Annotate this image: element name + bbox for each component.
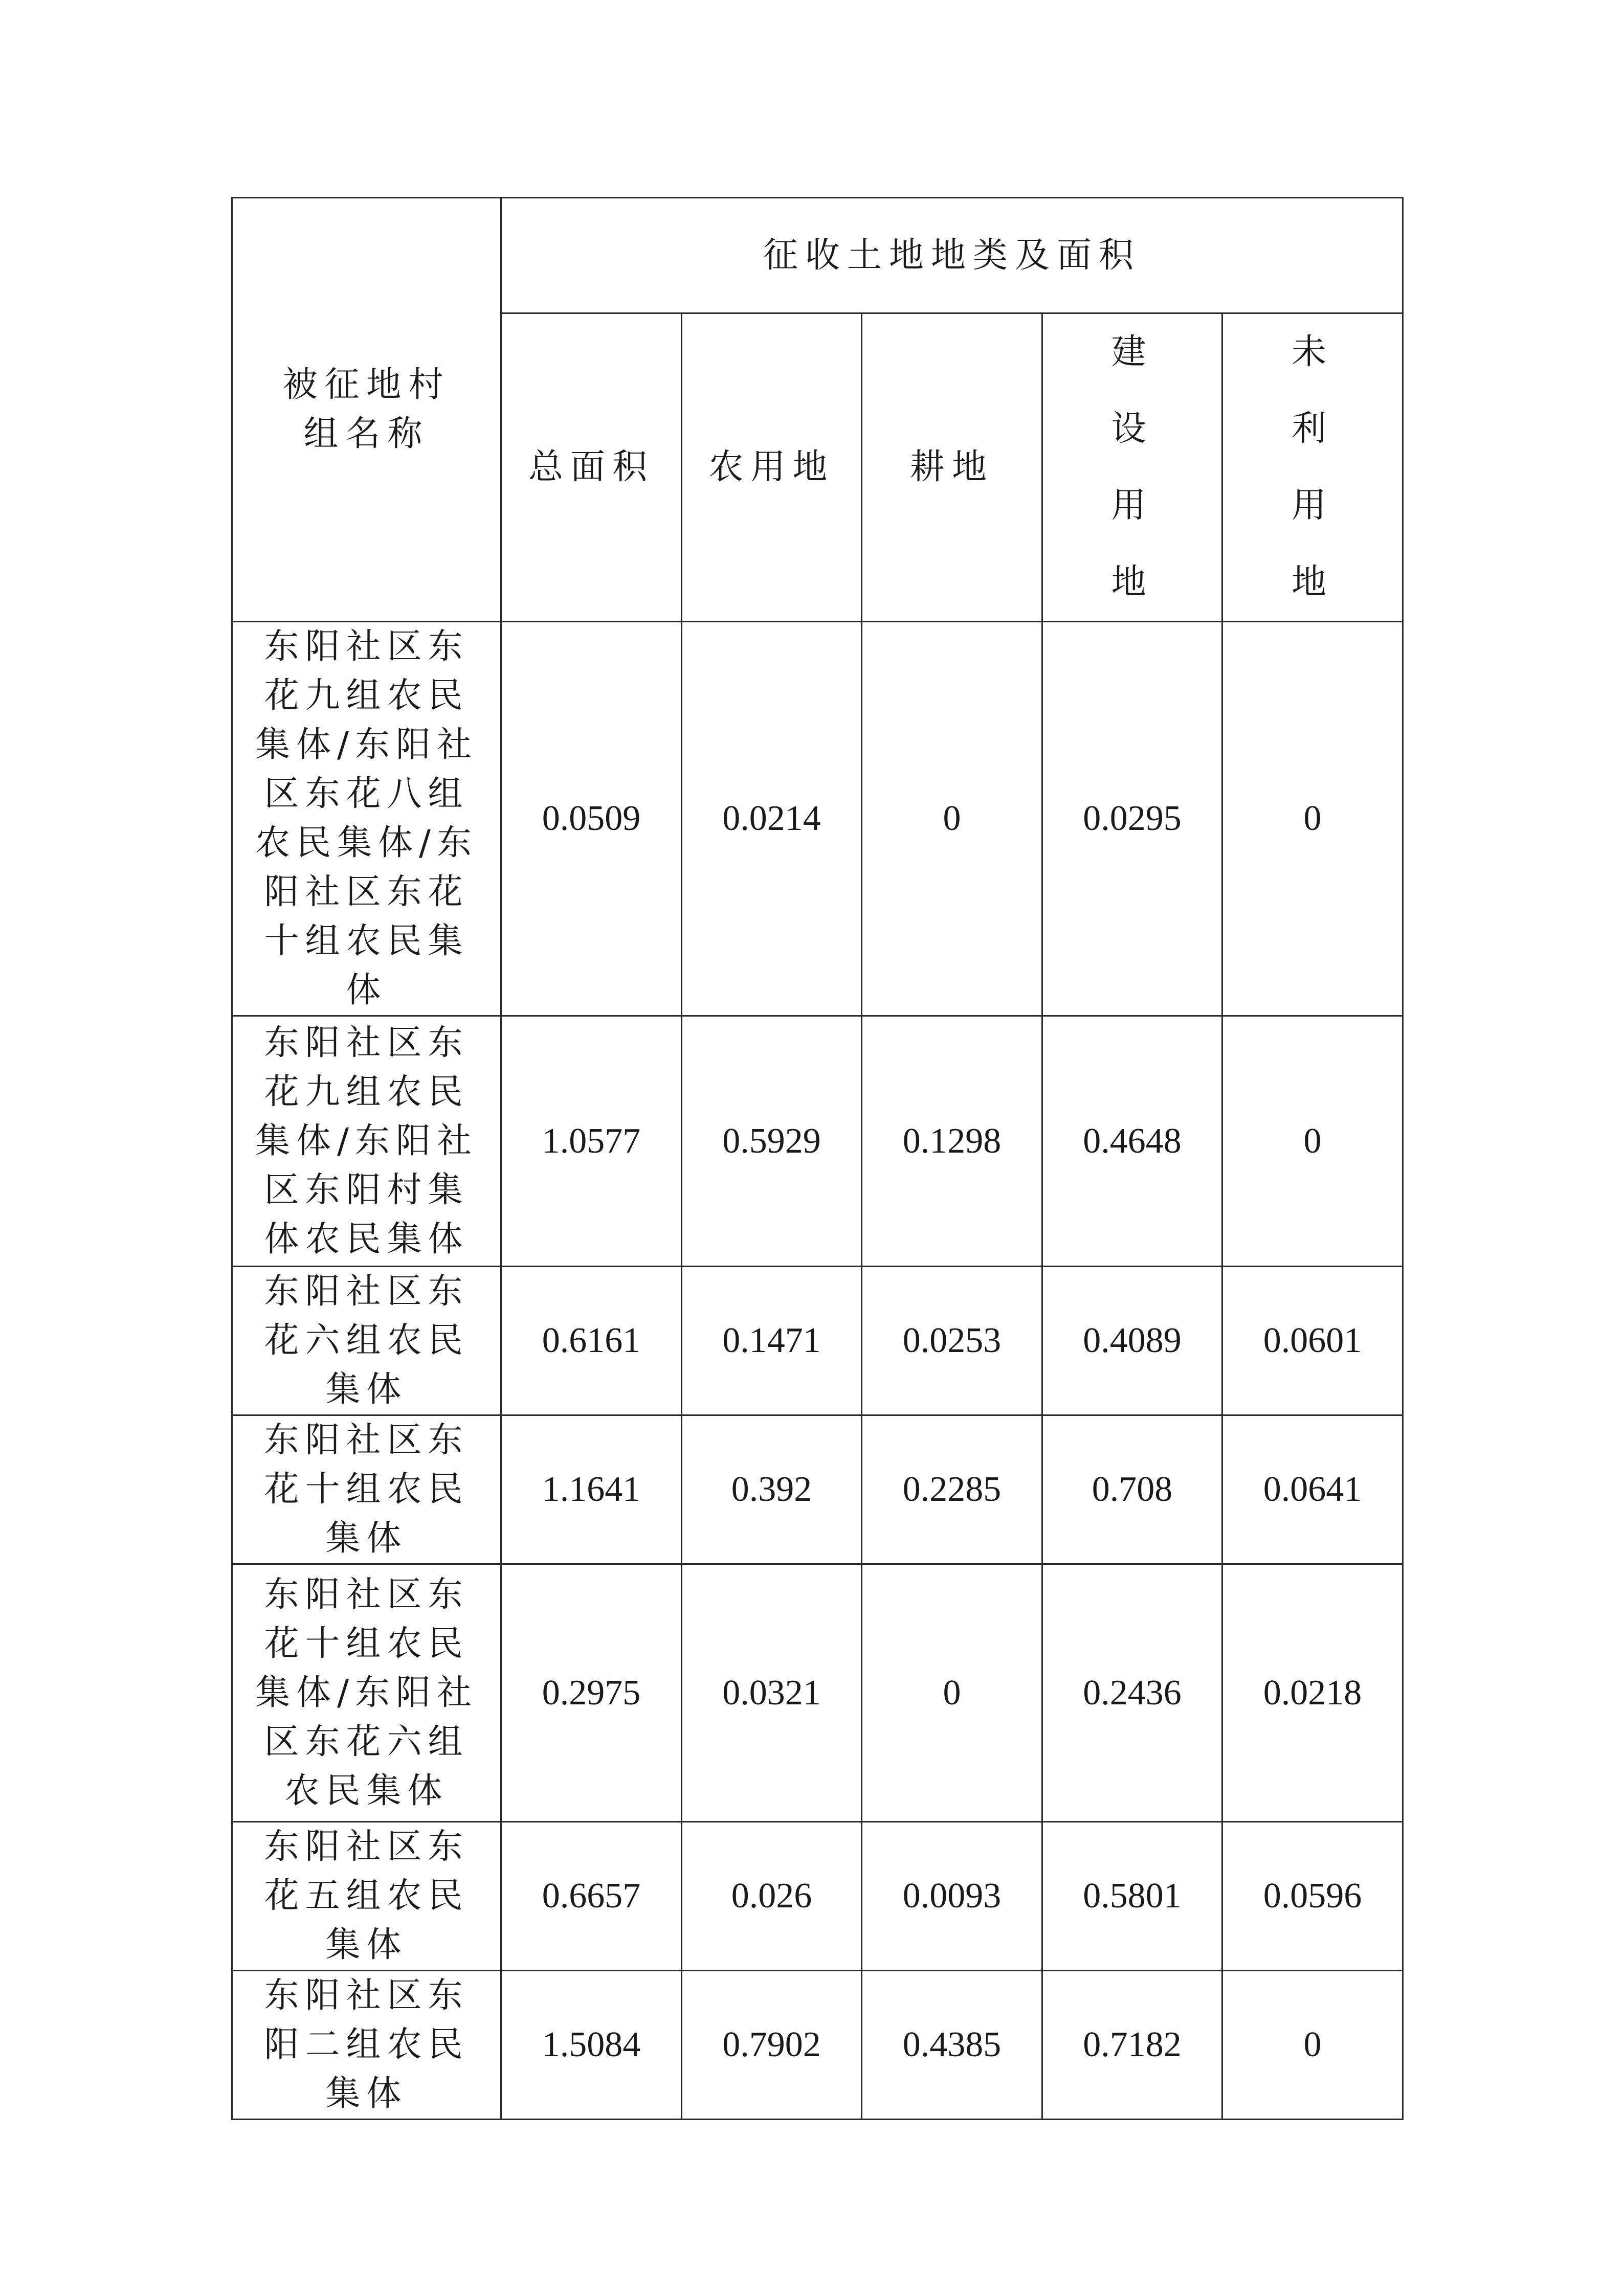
construction-land-cell: 0.4648	[1042, 1016, 1222, 1267]
total-area-cell: 0.2975	[501, 1564, 682, 1822]
cultivated-land-cell: 0.0093	[862, 1822, 1042, 1971]
unused-land-cell: 0.0218	[1222, 1564, 1403, 1822]
construction-land-cell: 0.7182	[1042, 1971, 1222, 2120]
unused-land-cell: 0	[1222, 1016, 1403, 1267]
table-row	[232, 1016, 1403, 1267]
total-area-cell: 1.1641	[501, 1415, 682, 1564]
unused-land-header: 未利用地	[1222, 313, 1403, 622]
land-acquisition-table	[231, 197, 1404, 2120]
unused-land-cell: 0.0601	[1222, 1267, 1403, 1415]
agricultural-land-cell: 0.7902	[682, 1971, 862, 2120]
agricultural-land-cell: 0.5929	[682, 1016, 862, 1267]
unused-land-cell: 0	[1222, 1971, 1403, 2120]
construction-land-cell: 0.0295	[1042, 622, 1222, 1016]
total-area-cell: 1.0577	[501, 1016, 682, 1267]
cultivated-land-cell: 0.1298	[862, 1016, 1042, 1267]
cultivated-land-cell: 0.4385	[862, 1971, 1042, 2120]
cultivated-land-cell: 0	[862, 1564, 1042, 1822]
table-row	[232, 1415, 1403, 1564]
total-area-cell: 1.5084	[501, 1971, 682, 2120]
cultivated-land-cell: 0.2285	[862, 1415, 1042, 1564]
construction-land-cell: 0.4089	[1042, 1267, 1222, 1415]
total-area-cell: 0.6161	[501, 1267, 682, 1415]
unused-land-cell: 0.0641	[1222, 1415, 1403, 1564]
construction-land-cell: 0.2436	[1042, 1564, 1222, 1822]
table-row	[232, 1822, 1403, 1971]
construction-land-cell: 0.5801	[1042, 1822, 1222, 1971]
unused-land-cell: 0	[1222, 622, 1403, 1016]
table-row	[232, 622, 1403, 1016]
village-name-cell: 东阳社区东阳二组农民集体	[232, 1971, 501, 2120]
village-name-cell: 东阳社区东花六组农民集体	[232, 1267, 501, 1415]
village-name-cell: 东阳社区东花九组农民集体/东阳社区东阳村集体农民集体	[232, 1016, 501, 1267]
cultivated-land-header: 耕地	[862, 313, 1042, 622]
table-row	[232, 1267, 1403, 1415]
construction-land-cell: 0.708	[1042, 1415, 1222, 1564]
village-group-name-header: 被征地村组名称	[232, 198, 501, 622]
cultivated-land-cell: 0	[862, 622, 1042, 1016]
category-area-header: 征收土地地类及面积	[501, 198, 1403, 313]
unused-land-cell: 0.0596	[1222, 1822, 1403, 1971]
agricultural-land-header: 农用地	[682, 313, 862, 622]
cultivated-land-cell: 0.0253	[862, 1267, 1042, 1415]
construction-land-header: 建设用地	[1042, 313, 1222, 622]
table-row	[232, 1564, 1403, 1822]
agricultural-land-cell: 0.392	[682, 1415, 862, 1564]
village-name-cell: 东阳社区东花五组农民集体	[232, 1822, 501, 1971]
agricultural-land-cell: 0.1471	[682, 1267, 862, 1415]
total-area-cell: 0.6657	[501, 1822, 682, 1971]
table-row	[232, 1971, 1403, 2120]
header-row-1	[232, 198, 1403, 313]
agricultural-land-cell: 0.0214	[682, 622, 862, 1016]
village-name-cell: 东阳社区东花十组农民集体/东阳社区东花六组农民集体	[232, 1564, 501, 1822]
village-name-cell: 东阳社区东花九组农民集体/东阳社区东花八组农民集体/东阳社区东花十组农民集体	[232, 622, 501, 1016]
total-area-cell: 0.0509	[501, 622, 682, 1016]
total-area-header: 总面积	[501, 313, 682, 622]
agricultural-land-cell: 0.0321	[682, 1564, 862, 1822]
village-name-cell: 东阳社区东花十组农民集体	[232, 1415, 501, 1564]
agricultural-land-cell: 0.026	[682, 1822, 862, 1971]
